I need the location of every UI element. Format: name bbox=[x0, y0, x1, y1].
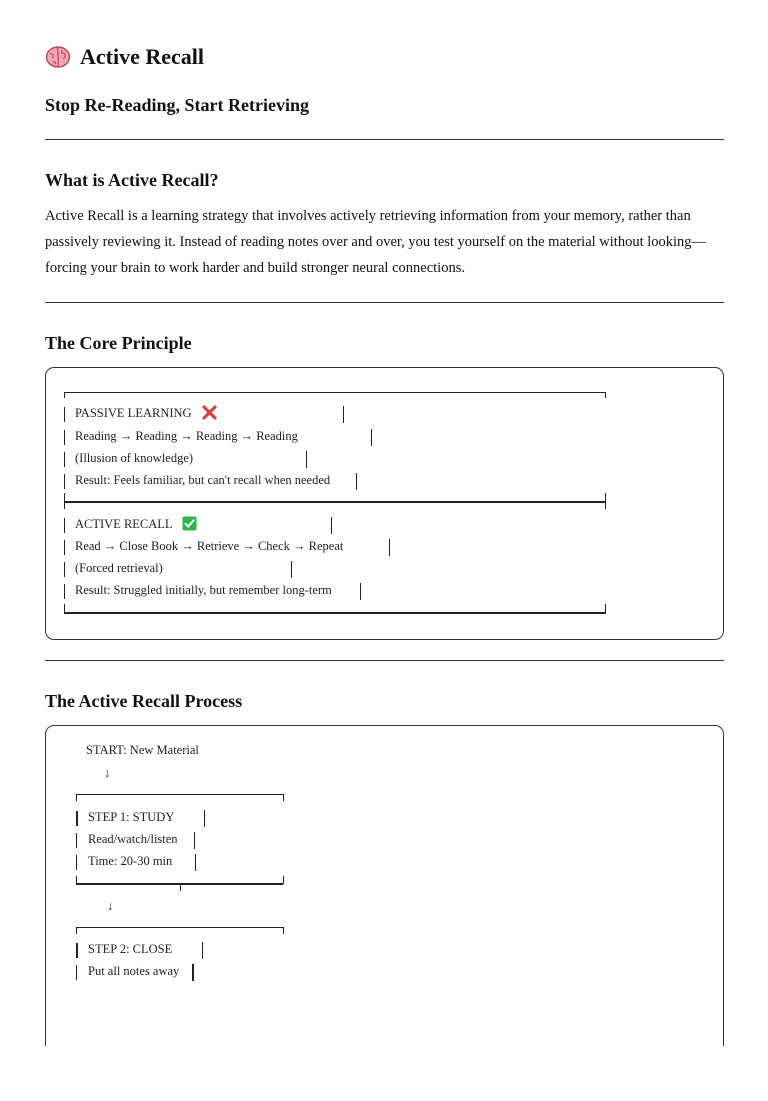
passive-result: Result: Feels familiar, but can't recall when needed bbox=[75, 473, 331, 487]
what-is-paragraph: Active Recall is a learning strategy that involves actively retrieving information from your memory, rather than passively reviewing it. Instead of reading notes over and over, you test yourself on the material without looking—forcing your brain to work harder and build stronger neural connections. bbox=[45, 208, 707, 276]
check-mark-icon bbox=[182, 516, 197, 535]
step1-line2: Time: 20-30 min bbox=[88, 854, 173, 868]
active-result: Result: Struggled initially, but remember long-term bbox=[75, 583, 332, 597]
process-heading: The Active Recall Process bbox=[45, 691, 243, 711]
frame-corner bbox=[64, 392, 65, 398]
what-is-heading: What is Active Recall? bbox=[45, 170, 219, 190]
core-principle-box bbox=[45, 367, 724, 640]
divider bbox=[45, 302, 724, 303]
frame-separator bbox=[64, 501, 606, 503]
passive-label: PASSIVE LEARNING bbox=[75, 406, 192, 420]
active-label: ACTIVE RECALL bbox=[75, 517, 173, 531]
page-title: Active Recall bbox=[80, 44, 204, 69]
step2-line1: Put all notes away bbox=[88, 964, 180, 978]
process-box bbox=[45, 725, 724, 1046]
page-subtitle: Stop Re-Reading, Start Retrieving bbox=[45, 95, 309, 115]
active-note: (Forced retrieval) bbox=[75, 561, 163, 575]
core-principle-heading: The Core Principle bbox=[45, 333, 192, 353]
passive-note: (Illusion of knowledge) bbox=[75, 451, 194, 465]
process-start: START: New Material bbox=[86, 743, 199, 757]
frame-corner bbox=[605, 392, 606, 398]
frame-top bbox=[64, 392, 606, 393]
down-arrow-icon: ↓ bbox=[104, 766, 111, 780]
step2-title: STEP 2: CLOSE bbox=[88, 942, 173, 956]
step1-title: STEP 1: STUDY bbox=[88, 810, 175, 824]
frame-bottom bbox=[64, 612, 606, 614]
cross-mark-icon bbox=[202, 405, 217, 424]
active-flow: Read → Close Book → Retrieve → Check → Repeat bbox=[75, 539, 344, 553]
down-arrow-icon: ↓ bbox=[107, 899, 114, 913]
passive-flow: Reading → Reading → Reading → Reading bbox=[75, 429, 298, 443]
title-row bbox=[45, 44, 204, 70]
divider bbox=[45, 660, 724, 661]
brain-icon bbox=[45, 44, 71, 70]
step1-line1: Read/watch/listen bbox=[88, 832, 178, 846]
divider bbox=[45, 139, 724, 140]
